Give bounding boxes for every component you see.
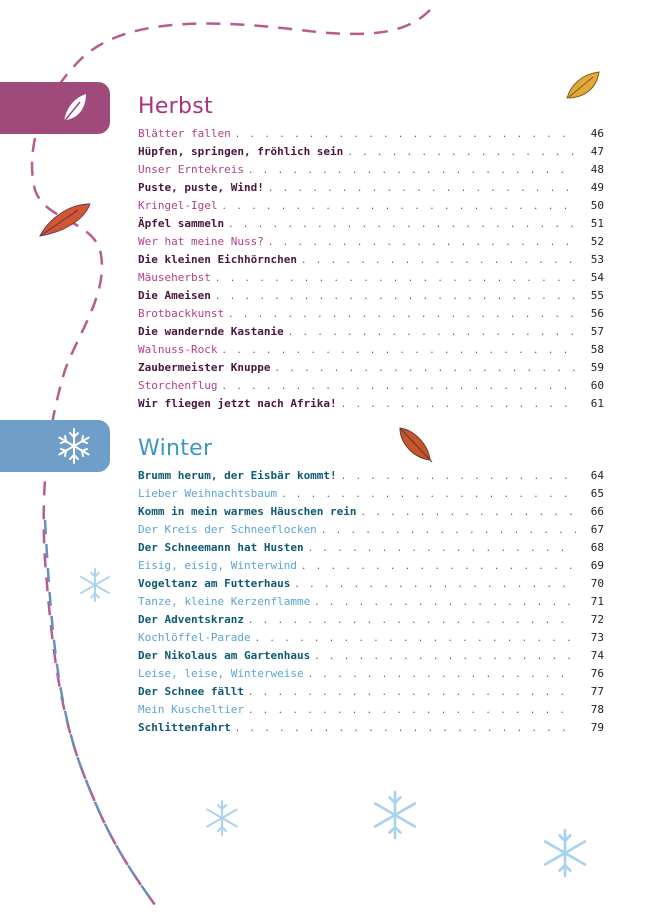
toc-entry[interactable] [138,361,604,379]
toc-entry[interactable] [138,397,604,415]
toc-entry-title: Brumm herum, der Eisbär kommt! [138,469,337,482]
winter-section-tab [0,420,110,472]
toc-entry-title: Lieber Weihnachtsbaum [138,487,278,500]
toc-leader-dots [215,292,576,302]
herbst-section-tab [0,82,110,134]
toc-entry[interactable] [138,487,604,505]
red-leaf-icon [38,198,92,238]
toc-entry-page: 52 [590,235,604,248]
toc-entry[interactable] [138,145,604,163]
winter-heading: Winter [138,436,213,461]
toc-entry-title: Vogeltanz am Futterhaus [138,577,291,590]
toc-entry-title: Puste, puste, Wind! [138,181,264,194]
toc-entry-page: 46 [590,127,604,140]
toc-leader-dots [248,706,576,716]
toc-leader-dots [248,166,576,176]
toc-leader-dots [314,598,576,608]
toc-entry-page: 66 [590,505,604,518]
toc-leader-dots [347,148,576,158]
toc-leader-dots [274,364,576,374]
toc-entry-page: 57 [590,325,604,338]
toc-entry-title: Die kleinen Eichhörnchen [138,253,297,266]
toc-leader-dots [268,184,576,194]
toc-entry-page: 59 [590,361,604,374]
toc-entry-page: 78 [590,703,604,716]
toc-entry-title: Der Nikolaus am Gartenhaus [138,649,311,662]
toc-leader-dots [341,472,576,482]
toc-entry-title: Mäuseherbst [138,271,211,284]
toc-entry-title: Äpfel sammeln [138,217,225,230]
toc-entry-page: 51 [590,217,604,230]
toc-entry-page: 74 [590,649,604,662]
toc-entry-title: Walnuss-Rock [138,343,218,356]
toc-leader-dots [255,634,576,644]
toc-leader-dots [215,274,576,284]
toc-leader-dots [288,328,576,338]
toc-leader-dots [321,526,576,536]
toc-entry[interactable] [138,289,604,307]
toc-entry-page: 48 [590,163,604,176]
toc-entry-title: Der Adventskranz [138,613,244,626]
toc-entry-title: Der Kreis der Schneeflocken [138,523,317,536]
toc-entry-page: 56 [590,307,604,320]
toc-entry[interactable] [138,253,604,271]
toc-entry-page: 47 [590,145,604,158]
toc-leader-dots [314,652,576,662]
toc-entry[interactable] [138,217,604,235]
toc-entry-title: Der Schneemann hat Husten [138,541,304,554]
toc-entry-page: 69 [590,559,604,572]
toc-entry-page: 58 [590,343,604,356]
toc-entry-title: Leise, leise, Winterweise [138,667,304,680]
toc-entry-page: 72 [590,613,604,626]
autumn-leaf-icon [394,424,434,464]
snowflake-icon [538,826,592,880]
toc-entry-title: Wer hat meine Nuss? [138,235,264,248]
toc-entry-page: 49 [590,181,604,194]
toc-leader-dots [281,490,576,500]
toc-entry-title: Die Ameisen [138,289,211,302]
toc-entry-page: 55 [590,289,604,302]
toc-leader-dots [228,220,576,230]
toc-leader-dots [248,688,576,698]
toc-entry[interactable] [138,613,604,631]
toc-entry[interactable] [138,721,604,739]
toc-entry[interactable] [138,469,604,487]
toc-entry-title: Komm in mein warmes Häuschen rein [138,505,357,518]
toc-entry[interactable] [138,325,604,343]
toc-entry-title: Tanze, kleine Kerzenflamme [138,595,311,608]
toc-entry[interactable] [138,379,604,397]
toc-entry-title: Der Schnee fällt [138,685,244,698]
toc-entry-title: Zaubermeister Knuppe [138,361,271,374]
yellow-leaf-icon [565,70,601,102]
toc-entry[interactable] [138,577,604,595]
toc-entry[interactable] [138,127,604,145]
toc-entry-title: Mein Kuscheltier [138,703,244,716]
toc-entry-page: 64 [590,469,604,482]
toc-entry-title: Kochlöffel-Parade [138,631,251,644]
toc-leader-dots [221,382,576,392]
toc-entry[interactable] [138,199,604,217]
snowflake-icon [368,788,422,842]
toc-entry-page: 50 [590,199,604,212]
toc-entry-page: 70 [590,577,604,590]
toc-leader-dots [235,130,576,140]
toc-entry-title: Schlittenfahrt [138,721,231,734]
snowflake-icon [202,798,242,838]
toc-entry-page: 53 [590,253,604,266]
herbst-heading: Herbst [138,94,213,119]
toc-entry[interactable] [138,235,604,253]
toc-leader-dots [248,616,576,626]
toc-leader-dots [294,580,576,590]
snowflake-icon [54,426,94,466]
toc-entry-page: 65 [590,487,604,500]
toc-leader-dots [235,724,576,734]
toc-entry[interactable] [138,505,604,523]
toc-entry[interactable] [138,271,604,289]
toc-entry-title: Kringel-Igel [138,199,218,212]
toc-entry-title: Wir fliegen jetzt nach Afrika! [138,397,337,410]
toc-entry-page: 77 [590,685,604,698]
toc-entry-title: Die wandernde Kastanie [138,325,284,338]
toc-entry[interactable] [138,631,604,649]
toc-entry-page: 71 [590,595,604,608]
toc-leader-dots [301,256,576,266]
toc-entry[interactable] [138,595,604,613]
leaf-icon [54,88,94,128]
toc-entry-page: 76 [590,667,604,680]
winter-toc-list [138,469,604,739]
toc-entry-title: Brotbackkunst [138,307,225,320]
toc-leader-dots [221,202,576,212]
toc-entry-title: Eisig, eisig, Winterwind [138,559,297,572]
toc-entry[interactable] [138,163,604,181]
toc-leader-dots [361,508,576,518]
toc-leader-dots [308,670,576,680]
toc-entry[interactable] [138,685,604,703]
toc-leader-dots [228,310,576,320]
toc-entry[interactable] [138,703,604,721]
toc-leader-dots [301,562,576,572]
toc-entry-title: Storchenflug [138,379,218,392]
toc-entry[interactable] [138,307,604,325]
toc-entry[interactable] [138,343,604,361]
toc-leader-dots [221,346,576,356]
toc-entry-page: 61 [590,397,604,410]
toc-entry-page: 79 [590,721,604,734]
toc-leader-dots [341,400,576,410]
toc-entry-title: Unser Erntekreis [138,163,244,176]
toc-entry-page: 68 [590,541,604,554]
toc-entry-title: Hüpfen, springen, fröhlich sein [138,145,344,158]
toc-entry[interactable] [138,649,604,667]
toc-entry[interactable] [138,181,604,199]
toc-entry-page: 60 [590,379,604,392]
herbst-toc-list [138,127,604,415]
toc-leader-dots [308,544,576,554]
toc-entry-title: Blätter fallen [138,127,231,140]
toc-entry-page: 73 [590,631,604,644]
toc-entry[interactable] [138,559,604,577]
toc-entry[interactable] [138,523,604,541]
toc-entry-page: 54 [590,271,604,284]
snowflake-icon [76,566,114,604]
toc-entry[interactable] [138,541,604,559]
toc-leader-dots [268,238,576,248]
toc-entry-page: 67 [590,523,604,536]
toc-entry[interactable] [138,667,604,685]
